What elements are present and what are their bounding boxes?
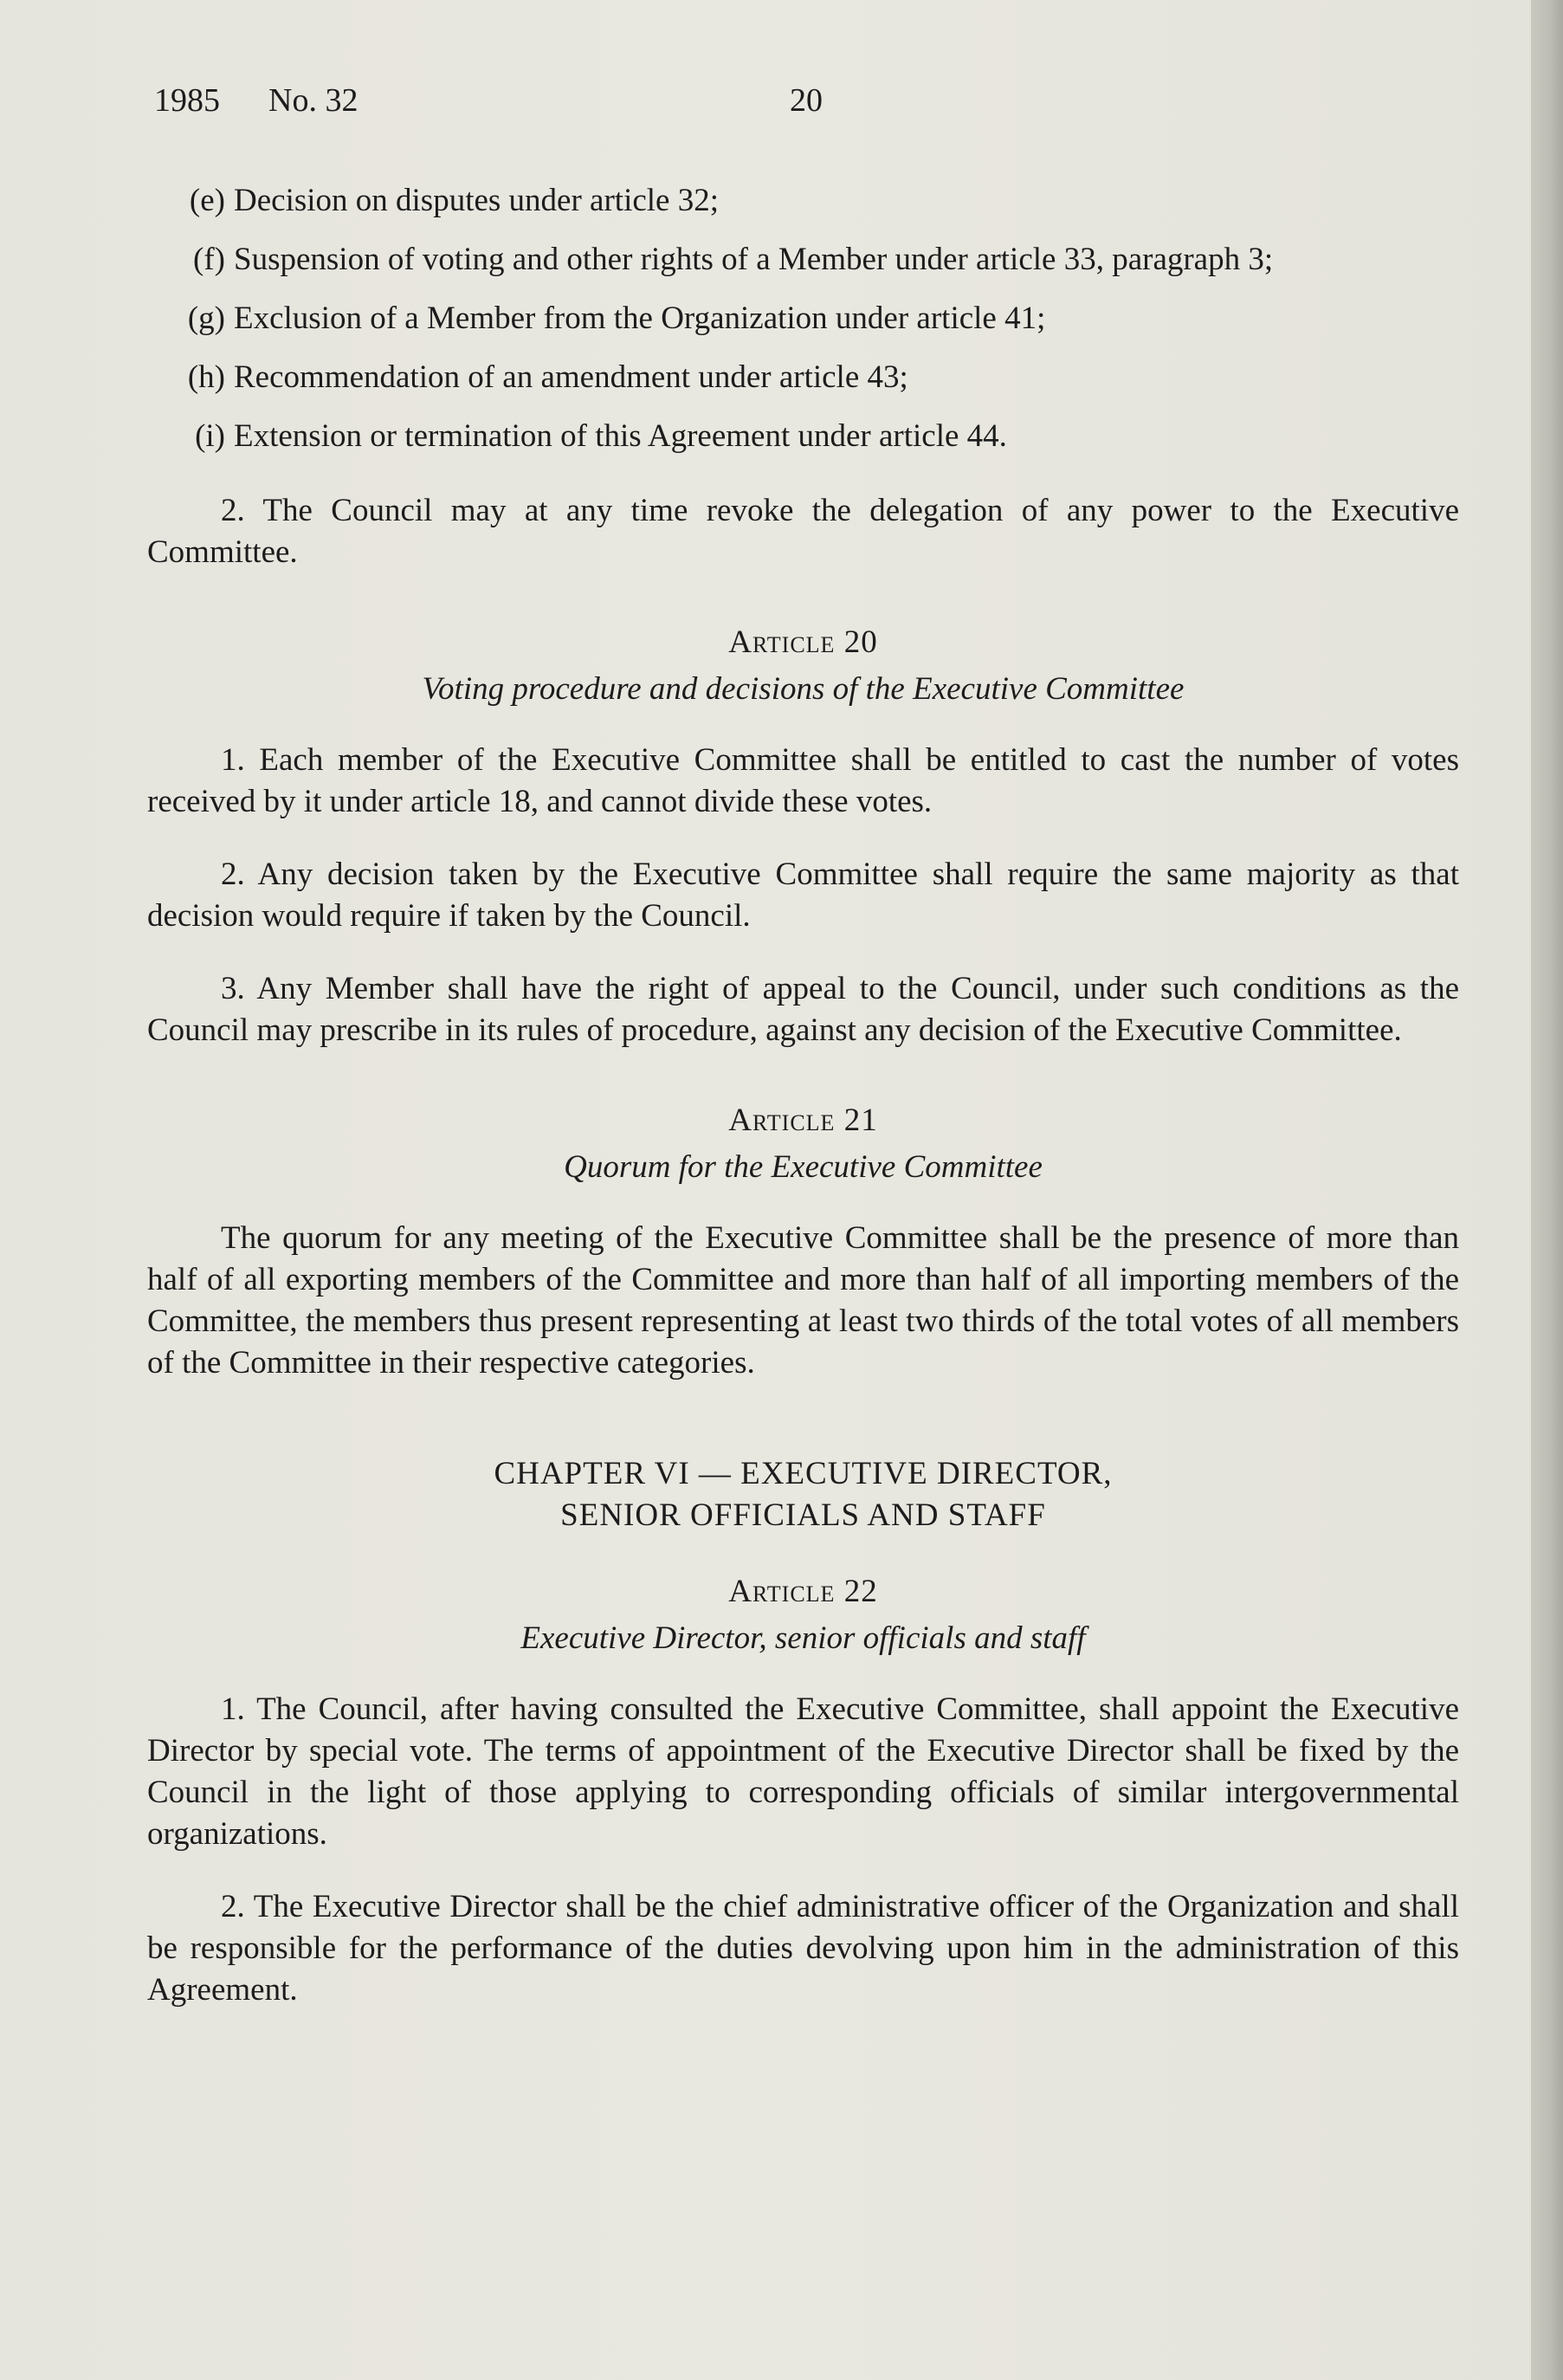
list-item	[147, 416, 1459, 457]
article-paragraph: 3. Any Member shall have the right of appeal to the Council, under such conditions as the Council may prescribe in its rules of procedure, against any decision of the Executive Committee.	[147, 971, 1459, 1048]
header-year: 1985	[154, 82, 220, 119]
list-item-text: Recommendation of an amendment under article 43;	[234, 359, 908, 395]
article-heading: Article 21	[728, 1103, 878, 1138]
article-title: Voting procedure and decisions of the Executive Committee	[422, 671, 1185, 707]
list-item-label: (e)	[189, 183, 225, 218]
chapter-heading-line: SENIOR OFFICIALS AND STAFF	[560, 1497, 1046, 1533]
chapter-heading-line: CHAPTER VI — EXECUTIVE DIRECTOR,	[494, 1456, 1113, 1491]
document-body	[147, 180, 1459, 2042]
article-title: Quorum for the Executive Committee	[564, 1149, 1043, 1185]
article-20	[147, 622, 1459, 1051]
list-item	[147, 298, 1459, 340]
list-item-text: Decision on disputes under article 32;	[234, 183, 720, 218]
article-heading: Article 20	[728, 624, 878, 660]
article-paragraph: 1. The Council, after having consulted the Executive Committee, shall appoint the Executive Director by special vote. The terms of appointment of the Executive Director shall be fixed by the Council in the light of those applying to corresponding officials of similar intergovernmental organizations.	[147, 1691, 1459, 1852]
list-item-label: (i)	[195, 418, 225, 454]
list-item	[147, 357, 1459, 398]
article-21	[147, 1100, 1459, 1384]
list-item-label: (g)	[187, 301, 225, 336]
list-item	[147, 239, 1459, 281]
page-number: 20	[790, 82, 823, 119]
article-paragraph: The quorum for any meeting of the Executive Committee shall be the presence of more than half of all exporting members of the Committee and more than half of all importing members of the Committee, the members thus present representing at least two thirds of the total votes of all members of the Committee in their respective categories.	[147, 1220, 1459, 1381]
list-item-label: (f)	[193, 242, 225, 277]
article-heading: Article 22	[728, 1574, 878, 1609]
list-item-text: Extension or termination of this Agreement under article 44.	[234, 418, 1007, 454]
page-binding-edge	[1531, 0, 1563, 2380]
list-item-text: Suspension of voting and other rights of a Member under article 33, paragraph 3;	[234, 242, 1274, 277]
list-item-label: (h)	[187, 359, 225, 395]
article-title: Executive Director, senior officials and staff	[520, 1620, 1086, 1656]
article-22	[147, 1571, 1459, 2011]
article-paragraph: 2. The Executive Director shall be the chief administrative officer of the Organization and shall be responsible for the performance of the duties devolving upon him in the administration of this Agreement.	[147, 1889, 1459, 2008]
article-paragraph: 1. Each member of the Executive Committee shall be entitled to cast the number of votes received by it under article 18, and cannot divide these votes.	[147, 742, 1459, 819]
article-paragraph: 2. Any decision taken by the Executive Committee shall require the same majority as that decision would require if taken by the Council.	[147, 857, 1459, 934]
list-item-text: Exclusion of a Member from the Organization under article 41;	[234, 301, 1046, 336]
powers-list	[147, 180, 1459, 457]
paragraph-revoke-delegation: 2. The Council may at any time revoke the delegation of any power to the Executive Committee.	[147, 493, 1459, 570]
header-number: No. 32	[268, 82, 358, 119]
chapter-heading	[147, 1453, 1459, 1536]
list-item	[147, 180, 1459, 222]
